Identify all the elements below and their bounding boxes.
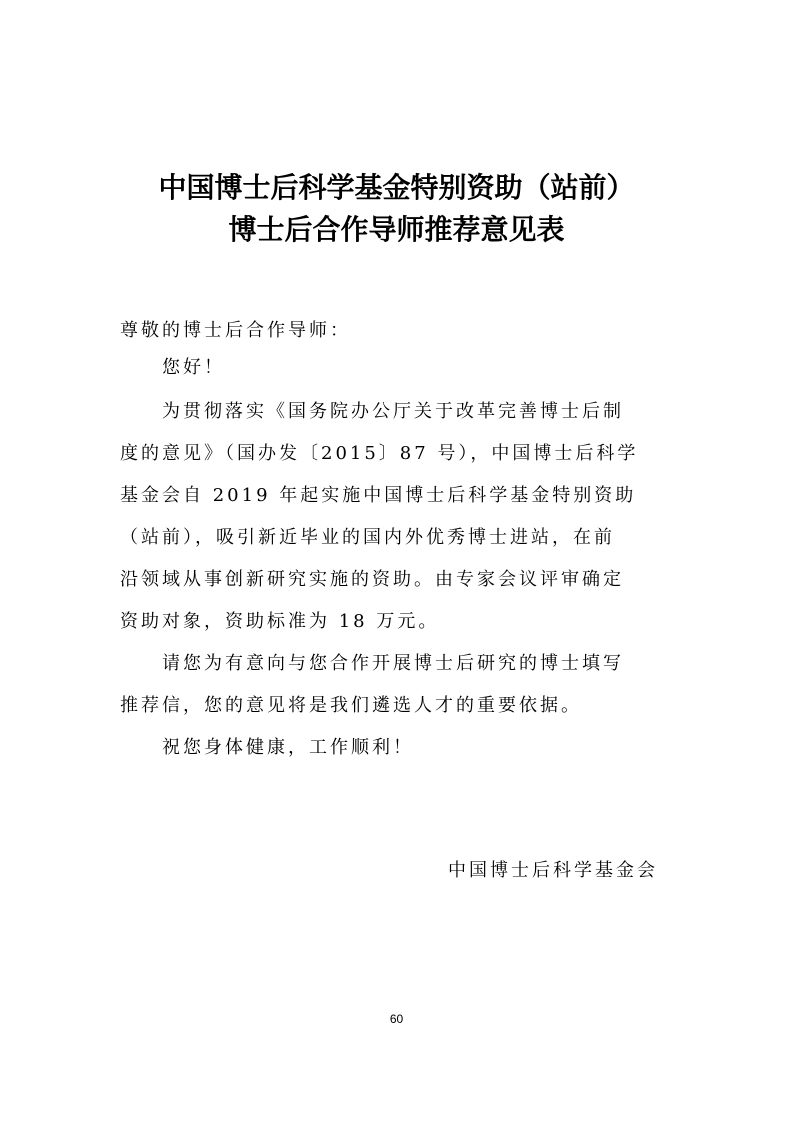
closing-wish: 祝您身体健康，工作顺利！ <box>162 737 414 758</box>
salutation: 尊敬的博士后合作导师： <box>120 320 351 341</box>
paragraph-1-line-6: 资助对象，资助标准为 18 万元。 <box>120 611 440 632</box>
document-title-line-2: 博士后合作导师推荐意见表 <box>228 213 565 246</box>
document-title-line-1: 中国博士后科学基金特别资助（站前） <box>158 171 635 204</box>
paragraph-2-line-2: 推荐信，您的意见将是我们遴选人才的重要依据。 <box>120 695 582 716</box>
greeting: 您好！ <box>162 357 225 378</box>
page-number: 60 <box>389 1012 404 1026</box>
signature: 中国博士后科学基金会 <box>448 860 658 881</box>
paragraph-1-line-4: （站前），吸引新近毕业的国内外优秀博士进站，在前 <box>120 527 615 548</box>
paragraph-1-line-1: 为贯彻落实《国务院办公厅关于改革完善博士后制 <box>162 401 624 422</box>
paragraph-2-line-1: 请您为有意向与您合作开展博士后研究的博士填写 <box>162 653 624 674</box>
paragraph-1-line-5: 沿领域从事创新研究实施的资助。由专家会议评审确定 <box>120 569 624 590</box>
paragraph-1-line-3: 基金会自 2019 年起实施中国博士后科学基金特别资助 <box>120 485 637 506</box>
paragraph-1-line-2: 度的意见》（国办发〔2015〕87 号），中国博士后科学 <box>120 443 639 464</box>
